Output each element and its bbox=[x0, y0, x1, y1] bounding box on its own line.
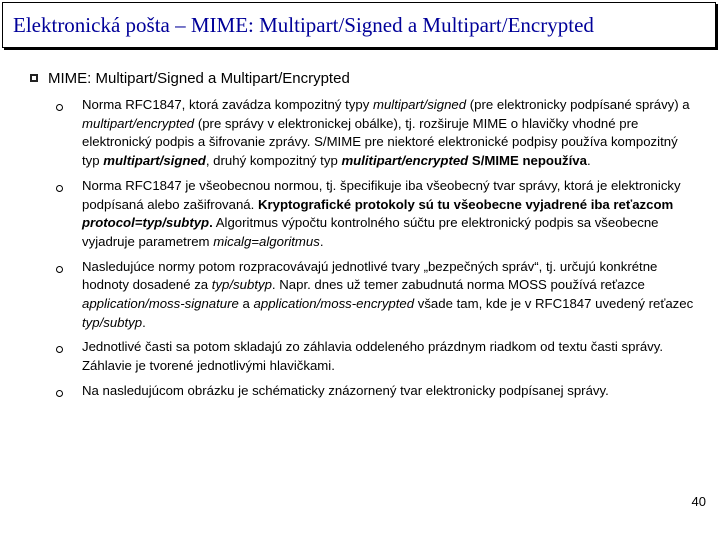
text-segment: multipart/signed bbox=[372, 97, 467, 112]
circle-bullet-icon bbox=[56, 346, 63, 353]
sub-bullet-text bbox=[82, 338, 696, 375]
text-segment: (pre správy v elektronickej obálke), tj. rozširuje MIME o hlavičky vhodné pre elektronický podpis a šifrovanie zprávy. S/MIME pre niektoré elektronické podpisy používa kompozitný typ bbox=[82, 115, 678, 169]
sub-bullet-item bbox=[56, 96, 696, 171]
circle-bullet-icon bbox=[56, 104, 63, 111]
sub-bullet-text bbox=[82, 382, 696, 401]
text-segment: , druhý kompozitný typ bbox=[205, 153, 342, 169]
text-segment: application/moss-encrypted bbox=[253, 296, 415, 312]
text-segment: všade tam, kde je v RFC1847 uvedený reťazec bbox=[414, 296, 694, 312]
sub-bullet-text bbox=[82, 96, 696, 171]
text-segment: Norma RFC1847, ktorá zavádza kompozitný typy bbox=[82, 97, 373, 112]
circle-bullet-icon bbox=[56, 390, 63, 397]
text-segment: multipart/signed bbox=[103, 153, 206, 169]
text-segment: a bbox=[238, 296, 254, 312]
text-segment: typ/subtyp bbox=[82, 314, 143, 330]
text-segment: multipart/encrypted bbox=[82, 115, 195, 131]
circle-bullet-icon bbox=[56, 266, 63, 273]
text-segment: . bbox=[142, 314, 146, 330]
sub-bullet-item bbox=[56, 338, 696, 375]
text-segment: S/MIME nepoužíva bbox=[468, 153, 587, 169]
slide-title: Elektronická pošta – MIME: Multipart/Signed a Multipart/Encrypted bbox=[13, 13, 594, 37]
text-segment: . bbox=[319, 233, 324, 249]
text-segment: Jednotlivé časti sa potom skladajú zo záhlavia oddeleného prázdnym riadkom od textu časti správy. Záhlavie je tvorené jednotlivými hlavičkami. bbox=[82, 339, 664, 374]
circle-bullet-icon bbox=[56, 185, 63, 192]
text-segment: typ/subtyp bbox=[211, 277, 272, 293]
sub-bullet-item bbox=[56, 258, 696, 333]
sub-bullet-text bbox=[82, 177, 696, 252]
text-segment: mulitipart/encrypted bbox=[341, 153, 469, 169]
text-segment: . Napr. dnes už temer zabudnutá norma MOSS používá reťazce bbox=[271, 277, 645, 293]
text-segment: Na nasledujúcom obrázku je schématicky znázornený tvar elektronicky podpísanej správy. bbox=[82, 382, 609, 398]
sub-bullet-list bbox=[56, 96, 696, 407]
text-segment: Algoritmus výpočtu kontrolného súčtu pre elektronický podpis sa všeobecne vyjadruje parametrem bbox=[82, 215, 659, 249]
sub-bullet-text bbox=[82, 258, 696, 333]
main-heading: MIME: Multipart/Signed a Multipart/Encrypted bbox=[48, 70, 350, 87]
text-segment: Norma RFC1847 je všeobecnou normou, tj. špecifikuje iba všeobecný tvar správy, ktorá je elektronicky podpísaná alebo zašifrovaná. bbox=[82, 177, 681, 212]
sub-bullet-item bbox=[56, 177, 696, 252]
text-segment: . bbox=[209, 215, 213, 231]
text-segment: application/moss-signature bbox=[82, 296, 239, 312]
text-segment: Nasledujúce normy potom rozpracovávajú jednotlivé tvary „bezpečných správ“, tj. určujú konkrétne hodnoty dosadené za bbox=[82, 258, 658, 293]
sub-bullet-item bbox=[56, 382, 696, 401]
square-bullet-icon bbox=[30, 74, 38, 82]
text-segment: micalg=algoritmus bbox=[213, 233, 320, 249]
text-segment: Kryptografické protokoly sú tu všeobecne vyjadrené iba reťazcom bbox=[257, 196, 674, 212]
text-segment: (pre elektronicky podpísané správy) a bbox=[466, 97, 690, 112]
text-segment: protocol=typ/subtyp bbox=[82, 215, 210, 231]
text-segment: . bbox=[586, 153, 591, 169]
slide-title-box bbox=[2, 2, 716, 48]
page-number: 40 bbox=[691, 494, 706, 509]
